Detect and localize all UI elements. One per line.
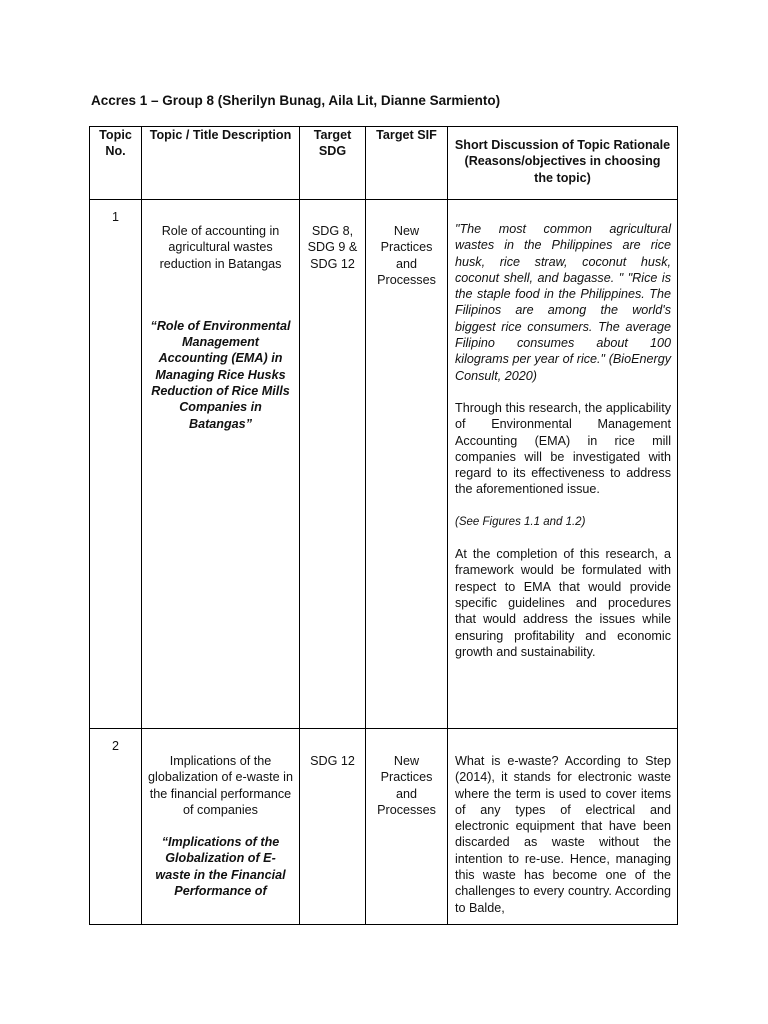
table-header-row	[90, 127, 678, 200]
document-title: Accres 1 – Group 8 (Sherilyn Bunag, Aila Lit, Dianne Sarmiento)	[91, 93, 501, 108]
table-row	[90, 729, 678, 925]
header-target-sif: Target SIF	[366, 127, 448, 200]
target-sif: New Practices and Processes	[377, 754, 436, 817]
rationale-paragraph: What is e-waste? According to Step (2014), it stands for electronic waste where the term is used to cover items of any types of electrical and electronic equipment that have been discarded as waste without the intention to re-use. Hence, managing this waste has become one of the challenges to every country. According to Balde,	[455, 754, 671, 915]
topic-title: “Role of Environmental Management Accounting (EMA) in Managing Rice Husks Reduction of Rice Mills Companies in Batangas”	[150, 318, 291, 431]
topic-number-cell	[90, 729, 142, 925]
rationale-quote: "The most common agricultural wastes in the Philippines are rice husk, rice straw, coconut husk, coconut shell, and bagasse. " "Rice is the staple food in the Philippines. The Filipinos are among the world's biggest rice consumers. The average Filipino consumes about 100 kilograms per year of rice." (BioEnergy Consult, 2020)	[455, 222, 671, 383]
topic-number: 1	[111, 210, 119, 224]
target-sdg-cell	[300, 200, 366, 729]
topic-description-cell	[142, 200, 300, 729]
target-sif: New Practices and Processes	[377, 224, 436, 287]
target-sif-cell	[366, 200, 448, 729]
topics-table	[89, 126, 678, 925]
figure-reference: (See Figures 1.1 and 1.2)	[455, 515, 586, 528]
topic-title: “Implications of the Globalization of E-waste in the Financial Performance of	[155, 835, 286, 899]
header-topic-no: Topic No.	[90, 127, 142, 200]
target-sdg-cell	[300, 729, 366, 925]
rationale-paragraph: At the completion of this research, a framework would be formulated with respect to EMA that would provide specific guidelines and procedures that would address the issues while ensuring profitability and economic growth and sustainability.	[455, 547, 671, 659]
topic-description-cell	[142, 729, 300, 925]
topic-description: Role of accounting in agricultural wastes reduction in Batangas	[159, 224, 282, 271]
target-sdg: SDG 12	[310, 754, 355, 768]
header-target-sdg: Target SDG	[300, 127, 366, 200]
rationale-cell	[448, 200, 678, 729]
target-sdg: SDG 8, SDG 9 & SDG 12	[307, 224, 358, 271]
header-title-description: Topic / Title Description	[142, 127, 300, 200]
table-row	[90, 200, 678, 729]
rationale-cell	[448, 729, 678, 925]
topic-description: Implications of the globalization of e-waste in the financial performance of companies	[148, 754, 293, 817]
topic-number-cell	[90, 200, 142, 729]
topic-number: 2	[111, 739, 119, 753]
header-rationale: Short Discussion of Topic Rationale (Reasons/objectives in choosing the topic)	[448, 127, 678, 200]
target-sif-cell	[366, 729, 448, 925]
rationale-paragraph: Through this research, the applicability of Environmental Management Accounting (EMA) in rice mill companies will be investigated with regard to its effectiveness to address the aforementioned issue.	[455, 400, 671, 497]
